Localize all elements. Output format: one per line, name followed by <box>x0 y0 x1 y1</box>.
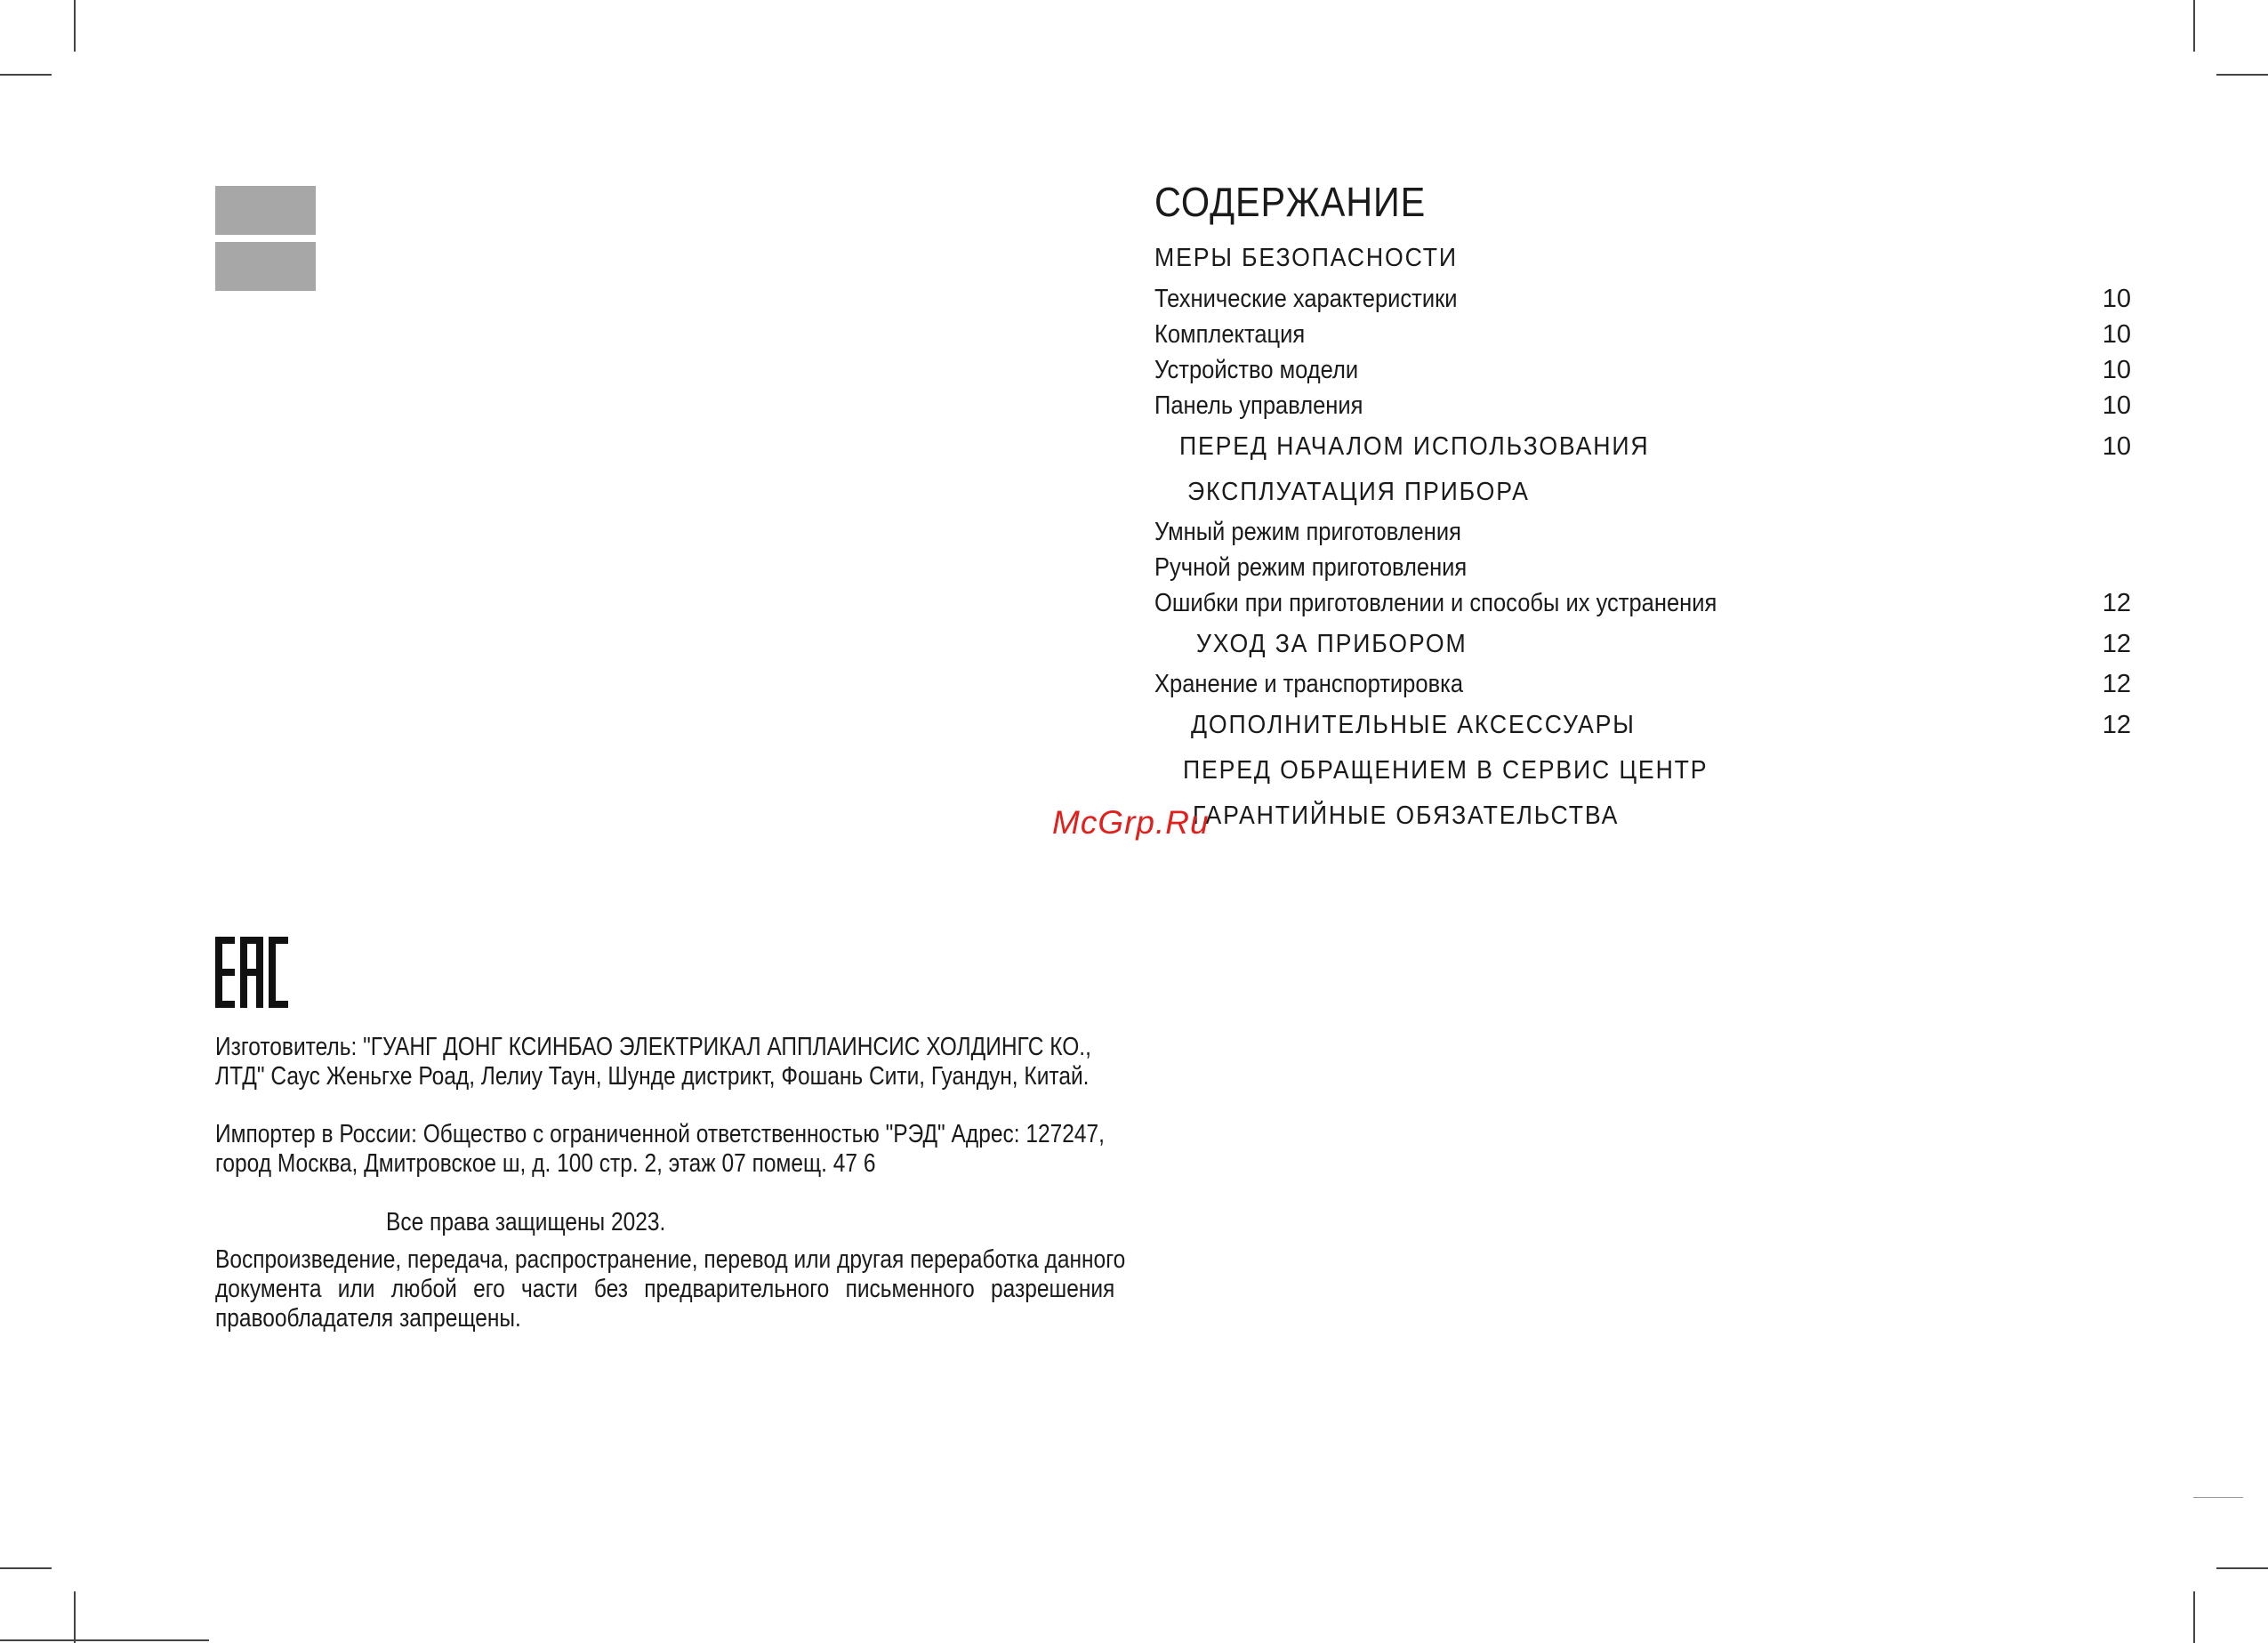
toc-heading: СОДЕРЖАНИЕ <box>1154 179 1427 225</box>
toc-entry[interactable]: Ручной режим приготовления <box>1154 553 1468 582</box>
toc-entry[interactable]: Умный режим приготовления <box>1154 518 1461 546</box>
copyright-word: без <box>593 1275 628 1303</box>
crop-mark <box>74 0 76 52</box>
crop-mark <box>74 1591 76 1643</box>
manufacturer-line: ЛТД" Саус Женьгхе Роад, Лелиу Таун, Шунде дистрикт, Фошань Сити, Гуандун, Китай. <box>215 1062 1090 1091</box>
copyright-word: или <box>337 1275 375 1303</box>
toc-page-number: 10 <box>2102 356 2131 384</box>
copyright-word: его <box>473 1275 505 1303</box>
toc-section[interactable]: УХОД ЗА ПРИБОРОМ <box>1196 630 1468 658</box>
toc-entry[interactable]: Комплектация <box>1154 320 1306 349</box>
bottom-rule <box>0 1639 209 1641</box>
watermark: McGrp.Ru <box>1052 804 1210 841</box>
copyright-word: документа <box>215 1275 322 1303</box>
crop-mark <box>2193 1497 2243 1498</box>
copyright-notice <box>215 1245 1126 1333</box>
copyright-word: письменного <box>845 1275 975 1303</box>
copyright-line: Воспроизведение, передача, распространение, перевод или другая переработка данного <box>215 1245 1126 1274</box>
toc-entry[interactable]: Хранение и транспортировка <box>1154 670 1464 698</box>
toc-section[interactable]: МЕРЫ БЕЗОПАСНОСТИ <box>1154 244 1458 272</box>
importer-line: Импортер в России: Общество с ограниченной ответственностью "РЭД" Адрес: 127247, <box>215 1120 1105 1148</box>
toc-page-number: 12 <box>2102 670 2131 698</box>
crop-mark <box>2193 1591 2195 1643</box>
crop-mark <box>2216 1567 2268 1569</box>
toc-page-number: 10 <box>2102 391 2131 420</box>
manufacturer-line: Изготовитель: "ГУАНГ ДОНГ КСИНБАО ЭЛЕКТРИКАЛ АППЛАИНСИС ХОЛДИНГС КО., <box>215 1033 1091 1061</box>
header-gray-block-bottom <box>215 242 316 291</box>
header-gray-block-top <box>215 186 316 235</box>
crop-mark <box>2216 74 2268 76</box>
manufacturer-info <box>215 1033 1115 1091</box>
toc-entry[interactable]: Панель управления <box>1154 391 1363 420</box>
toc-entry[interactable]: Устройство модели <box>1154 356 1359 384</box>
importer-line: город Москва, Дмитровское ш, д. 100 стр. 2, этаж 07 помещ. 47 6 <box>215 1149 876 1178</box>
toc-entry[interactable]: Технические характеристики <box>1154 285 1458 313</box>
toc-section[interactable]: ПЕРЕД НАЧАЛОМ ИСПОЛЬЗОВАНИЯ <box>1179 432 1650 461</box>
copyright-word: разрешения <box>991 1275 1115 1303</box>
toc-page-number: 10 <box>2102 320 2131 349</box>
toc-entry[interactable]: Ошибки при приготовлении и способы их устранения <box>1154 589 1717 617</box>
toc-page-number: 12 <box>2102 711 2131 739</box>
crop-mark <box>0 1567 52 1569</box>
copyright-word: части <box>521 1275 578 1303</box>
toc-section[interactable]: ГАРАНТИЙНЫЕ ОБЯЗАТЕЛЬСТВА <box>1193 801 1620 830</box>
toc-section[interactable]: ЭКСПЛУАТАЦИЯ ПРИБОРА <box>1187 478 1530 506</box>
copyright-line: правообладателя запрещены. <box>215 1304 521 1333</box>
toc-page-number: 10 <box>2102 432 2131 461</box>
toc-section[interactable]: ПЕРЕД ОБРАЩЕНИЕМ В СЕРВИС ЦЕНТР <box>1183 756 1709 785</box>
toc-section[interactable]: ДОПОЛНИТЕЛЬНЫЕ АКСЕССУАРЫ <box>1191 711 1636 739</box>
toc-page-number: 12 <box>2102 589 2131 617</box>
rights-reserved: Все права защищены 2023. <box>386 1208 666 1236</box>
crop-mark <box>2193 0 2195 52</box>
toc-page-number: 12 <box>2102 630 2131 658</box>
importer-info <box>215 1120 1115 1179</box>
toc-page-number: 10 <box>2102 285 2131 313</box>
eac-certification-mark <box>215 937 288 1008</box>
copyright-word: предварительного <box>644 1275 830 1303</box>
copyright-line <box>215 1275 1114 1304</box>
crop-mark <box>0 74 52 76</box>
copyright-word: любой <box>390 1275 457 1303</box>
